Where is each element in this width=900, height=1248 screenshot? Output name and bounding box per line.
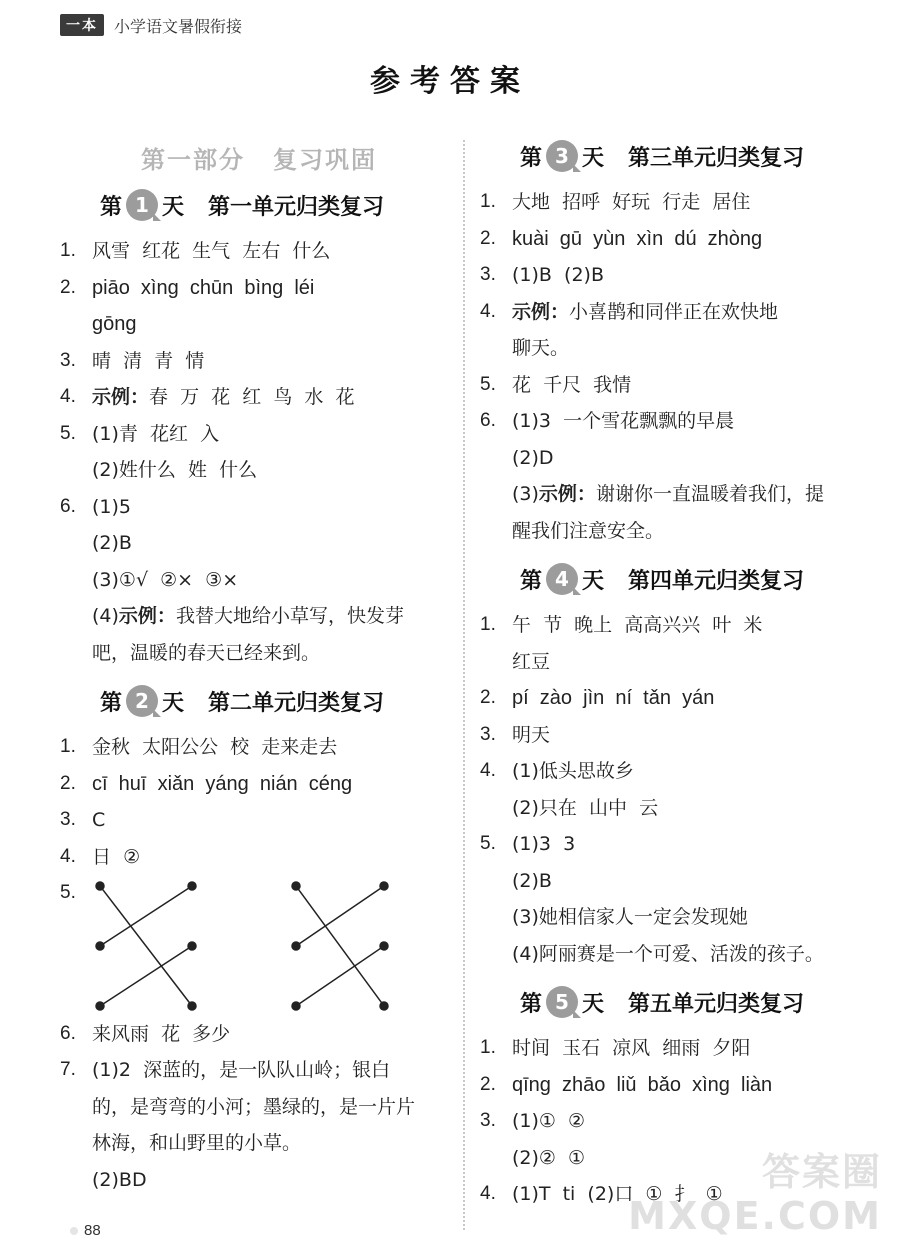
answer-item <box>480 184 880 221</box>
match-line <box>296 886 384 946</box>
question-number: 1. <box>480 614 496 635</box>
answer-line: 聊天。 <box>512 337 570 359</box>
part-name: 复习巩固 <box>273 146 377 174</box>
day-prefix: 第 <box>100 690 123 716</box>
example-label: 示例： <box>512 300 570 323</box>
answer-line: 时间 玉石 凉风 细雨 夕阳 <box>512 1037 751 1059</box>
unit-title: 第四单元归类复习 <box>628 568 805 594</box>
day-heading-2 <box>100 685 458 717</box>
answer-line: (2)B <box>92 532 132 554</box>
answer-line: 日 ② <box>92 845 141 868</box>
day-heading-4 <box>520 563 880 595</box>
answer-item <box>480 826 880 972</box>
match-dot <box>188 1002 196 1010</box>
answer-line: 林海，和山野里的小草。 <box>92 1132 302 1154</box>
day-suffix: 天 <box>582 991 605 1017</box>
answer-item <box>60 416 458 489</box>
match-dot <box>380 1002 388 1010</box>
right-column <box>480 140 880 1213</box>
answer-line: (2)BD <box>92 1168 147 1191</box>
question-number: 5. <box>60 882 76 903</box>
question-number: 3. <box>480 1110 496 1131</box>
answer-line: pí zào jìn ní tǎn yán <box>512 687 715 709</box>
answer-line: (4)阿丽赛是一个可爱、活泼的孩子。 <box>512 942 824 965</box>
part-label: 第一部分 <box>141 146 245 174</box>
answer-line: 小喜鹊和同伴正在欢快地 <box>569 300 779 323</box>
question-number: 4. <box>480 300 496 322</box>
question-number: 4. <box>60 386 76 407</box>
match-dot <box>188 882 196 890</box>
match-line <box>100 946 192 1006</box>
answer-item <box>60 379 458 416</box>
answer-line: 风雪 红花 生气 左右 什么 <box>92 240 331 262</box>
answer-line: C <box>92 809 106 831</box>
answer-line: qīng zhāo liǔ bǎo xìng liàn <box>512 1073 773 1096</box>
question-number: 6. <box>60 495 76 517</box>
unit-title: 第一单元归类复习 <box>208 194 385 220</box>
day-number-badge: 2 <box>126 685 158 717</box>
question-number: 2. <box>60 772 76 794</box>
answer-line: (1)B (2)B <box>512 264 604 286</box>
question-number: 1. <box>60 736 76 757</box>
example-label: 示例： <box>538 483 596 505</box>
question-number: 4. <box>480 760 496 781</box>
answer-line: (3)她相信家人一定会发现她 <box>512 906 748 928</box>
answer-line: 金秋 太阳公公 校 走来走去 <box>92 736 338 758</box>
question-number: 2. <box>60 276 76 298</box>
answer-item <box>60 802 458 839</box>
answer-line: 红豆 <box>512 650 551 673</box>
question-number: 3. <box>60 349 76 371</box>
day-prefix: 第 <box>520 991 543 1017</box>
day-number-badge: 1 <box>126 189 158 221</box>
day-number-badge: 3 <box>546 140 578 172</box>
match-line <box>100 886 192 946</box>
answer-item <box>60 766 458 803</box>
question-number: 7. <box>60 1059 76 1080</box>
answer-item <box>60 1052 458 1198</box>
question-number: 4. <box>480 1183 496 1204</box>
answer-line: 我替大地给小草写，快发芽 <box>175 605 404 627</box>
sub-number: (4) <box>92 605 119 627</box>
answer-line: (1)2 深蓝的，是一队队山岭；银白 <box>92 1059 391 1081</box>
matching-lines <box>60 878 420 1016</box>
match-line <box>296 886 384 1006</box>
question-number: 6. <box>60 1022 76 1044</box>
unit-title: 第二单元归类复习 <box>208 690 385 716</box>
question-number: 1. <box>480 191 496 212</box>
answer-line: 晴 清 青 情 <box>92 349 205 372</box>
unit-title: 第五单元归类复习 <box>628 991 805 1017</box>
answer-line: (2)姓什么 姓 什么 <box>92 459 258 481</box>
question-number: 1. <box>60 240 76 261</box>
day-number-badge: 4 <box>546 563 578 595</box>
answer-item <box>480 221 880 258</box>
answer-item <box>480 680 880 717</box>
answer-line: 明天 <box>512 723 551 746</box>
answer-line: (2)只在 山中 云 <box>512 796 659 819</box>
column-divider <box>463 140 465 1230</box>
answer-line: piāo xìng chūn bìng léi <box>92 276 315 299</box>
question-number: 3. <box>60 809 76 830</box>
day-suffix: 天 <box>582 568 605 594</box>
day-prefix: 第 <box>100 194 123 220</box>
day-suffix: 天 <box>162 690 185 716</box>
answer-item <box>60 343 458 380</box>
answer-line: (1)3 一个雪花飘飘的早晨 <box>512 410 735 432</box>
answer-line: 花 千尺 我情 <box>512 373 632 396</box>
matching-diagram <box>60 878 458 1016</box>
match-dot <box>292 882 300 890</box>
day-heading-1 <box>100 189 458 221</box>
day-prefix: 第 <box>520 568 543 594</box>
match-dot <box>188 942 196 950</box>
answer-line: 吧，温暖的春天已经来到。 <box>92 641 321 664</box>
day-suffix: 天 <box>582 145 605 171</box>
answer-line: (2)B <box>512 869 552 892</box>
question-number: 2. <box>480 227 496 249</box>
answer-item <box>60 489 458 672</box>
answer-item <box>480 1067 880 1104</box>
answer-line: cī huī xiǎn yáng nián céng <box>92 772 353 795</box>
answer-line: 春 万 花 红 鸟 水 花 <box>149 386 355 408</box>
question-number: 5. <box>60 422 76 444</box>
match-dot <box>96 942 104 950</box>
question-number: 2. <box>480 687 496 708</box>
day-heading-5 <box>520 986 880 1018</box>
answer-item <box>60 729 458 766</box>
question-number: 3. <box>480 264 496 285</box>
brand-logo: 一本 <box>60 14 104 36</box>
answer-line: (2)② ① <box>512 1146 586 1169</box>
answer-item <box>480 1030 880 1067</box>
day-suffix: 天 <box>162 194 185 220</box>
answer-line: kuài gū yùn xìn dú zhòng <box>512 227 763 250</box>
answer-item <box>480 294 880 367</box>
answer-item <box>60 839 458 876</box>
answer-line: 大地 招呼 好玩 行走 居住 <box>512 191 751 213</box>
answer-line: (1)3 3 <box>512 833 576 855</box>
day-number-badge: 5 <box>546 986 578 1018</box>
match-dot <box>96 1002 104 1010</box>
match-dot <box>292 942 300 950</box>
answer-item <box>480 257 880 294</box>
sub-number: (3) <box>512 483 539 505</box>
answer-line: 谢谢你一直温暖着我们，提 <box>595 483 824 505</box>
question-number: 3. <box>480 723 496 745</box>
unit-title: 第三单元归类复习 <box>628 145 805 171</box>
answer-item <box>480 403 880 549</box>
answer-item <box>480 367 880 404</box>
question-number: 6. <box>480 410 496 431</box>
answer-line: 的，是弯弯的小河；墨绿的，是一片片 <box>92 1095 416 1118</box>
answer-line: (1)青 花红 入 <box>92 422 220 445</box>
left-column <box>60 140 458 1198</box>
example-label: 示例： <box>92 386 150 408</box>
match-dot <box>380 942 388 950</box>
answer-line: (3)①√ ②× ③× <box>92 568 239 591</box>
watermark-logo: 答案圈 MXQE.COM <box>628 1150 882 1238</box>
answer-line: 醒我们注意安全。 <box>512 519 665 542</box>
day-prefix: 第 <box>520 145 543 171</box>
answer-item <box>480 607 880 680</box>
answer-item <box>60 233 458 270</box>
answer-line: (2)D <box>512 446 554 469</box>
answer-line: (1)低头思故乡 <box>512 760 634 782</box>
question-number: 5. <box>480 833 496 854</box>
page-number: 88 <box>84 1222 101 1239</box>
answer-line: 来风雨 花 多少 <box>92 1022 231 1045</box>
page-title: 参考答案 <box>370 64 530 99</box>
answer-item <box>480 717 880 754</box>
answer-line: (1)5 <box>92 495 132 518</box>
question-number: 1. <box>480 1037 496 1058</box>
match-dot <box>96 882 104 890</box>
answer-line: (1)① ② <box>512 1110 586 1132</box>
answer-line: 午 节 晚上 高高兴兴 叶 米 <box>512 614 763 636</box>
answer-line: gōng <box>92 313 137 335</box>
answer-item <box>480 753 880 826</box>
book-title: 小学语文暑假衔接 <box>114 16 243 36</box>
match-dot <box>380 882 388 890</box>
question-number: 4. <box>60 845 76 867</box>
part-title <box>60 140 458 175</box>
question-number: 5. <box>480 373 496 395</box>
match-line <box>296 946 384 1006</box>
answer-item <box>60 1016 458 1053</box>
match-dot <box>292 1002 300 1010</box>
day-heading-3 <box>520 140 880 172</box>
header <box>60 12 242 38</box>
example-label: 示例： <box>118 605 176 627</box>
match-line <box>100 886 192 1006</box>
question-number: 2. <box>480 1073 496 1095</box>
answer-line: (1)T ti (2)口 ① 扌 ① <box>512 1183 723 1205</box>
answer-item <box>60 270 458 343</box>
